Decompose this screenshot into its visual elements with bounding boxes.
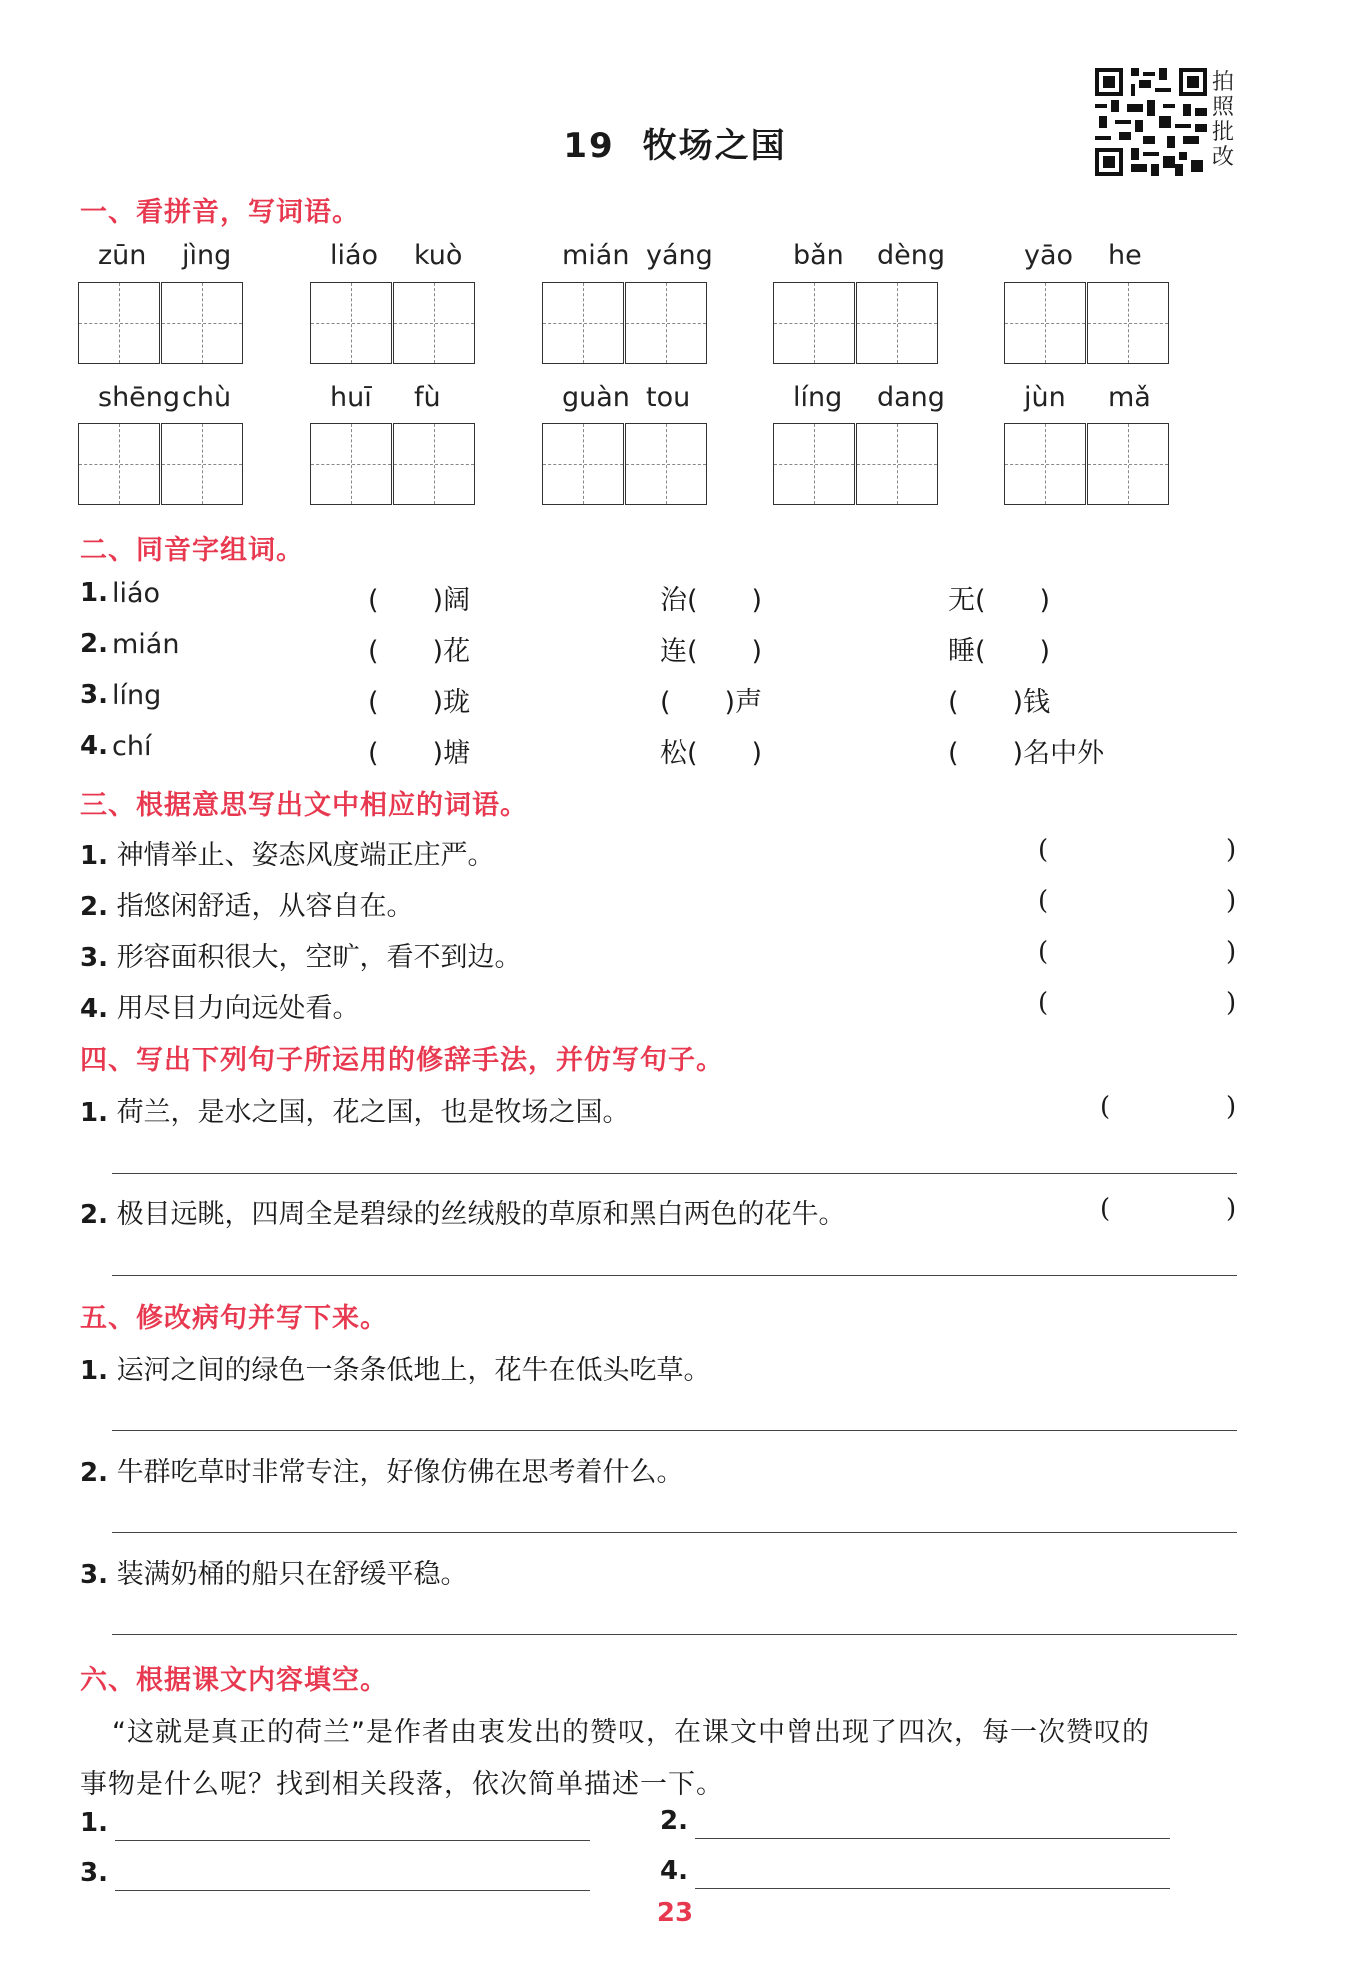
sentence-item-2: 2. 牛群吃草时非常专注，好像仿佛在思考着什么。 [80, 1457, 684, 1488]
rhetoric-item-2: 2. 极目远眺，四周全是碧绿的丝绒般的草原和黑白两色的花牛。 [80, 1199, 846, 1230]
writing-grid-box[interactable] [393, 423, 475, 505]
word-blank: 连( ) [660, 636, 763, 667]
answer-line[interactable] [112, 1275, 1237, 1276]
section-heading-4: 四、写出下列句子所运用的修辞手法，并仿写句子。 [80, 1045, 724, 1076]
word-blank: ( )名中外 [948, 738, 1105, 769]
qr-label: 拍 照 批 改 [1212, 70, 1235, 170]
writing-grid-box[interactable] [542, 423, 624, 505]
definition-item [80, 884, 414, 923]
rhetoric-item-1: 1. 荷兰，是水之国，花之国，也是牧场之国。 [80, 1097, 630, 1128]
pinyin-syllable: dang [877, 382, 945, 413]
pinyin-syllable: he [1108, 240, 1142, 271]
pinyin-syllable: mián [562, 240, 630, 271]
writing-grid-box[interactable] [625, 423, 707, 505]
blank-label-2: 2. [660, 1806, 688, 1836]
section-heading-2: 二、同音字组词。 [80, 535, 304, 566]
writing-grid-box[interactable] [161, 282, 243, 364]
writing-grid-box[interactable] [542, 282, 624, 364]
section-heading-3: 三、根据意思写出文中相应的词语。 [80, 790, 528, 821]
item-number: 2. [80, 629, 108, 659]
word-blank: 无( ) [948, 585, 1051, 616]
writing-grid-box[interactable] [856, 423, 938, 505]
sentence-item-1: 1. 运河之间的绿色一条条低地上，花牛在低头吃草。 [80, 1355, 711, 1386]
answer-paren-close: ) [1226, 886, 1237, 916]
answer-paren-open[interactable]: ( [1038, 937, 1049, 967]
pinyin-syllable: jìng [182, 240, 232, 271]
answer-paren-open[interactable]: ( [1038, 886, 1049, 916]
writing-grid-box[interactable] [773, 423, 855, 505]
pinyin-syllable: liáo [330, 240, 379, 271]
answer-paren-close: ) [1226, 1092, 1237, 1122]
definition-item [80, 935, 522, 974]
blank-label-4: 4. [660, 1856, 688, 1886]
definition-item [80, 833, 495, 872]
answer-line[interactable] [112, 1173, 1237, 1174]
qr-code-icon[interactable] [1095, 68, 1207, 176]
answer-paren-close: ) [1226, 1194, 1237, 1224]
blank-label-3: 3. [80, 1858, 108, 1888]
word-blank: ( )声 [660, 687, 763, 718]
word-blank: ( )阔 [368, 585, 471, 616]
word-blank: ( )钱 [948, 687, 1051, 718]
answer-line[interactable] [115, 1890, 590, 1891]
paragraph-line-1: “这就是真正的荷兰”是作者由衷发出的赞叹，在课文中曾出现了四次，每一次赞叹的 [112, 1717, 1150, 1748]
section-heading-6: 六、根据课文内容填空。 [80, 1665, 388, 1696]
pinyin-syllable: jùn [1024, 382, 1066, 413]
item-text: 指悠闲舒适，从容自在。 [116, 891, 414, 922]
item-number: 4. [80, 994, 108, 1024]
answer-line[interactable] [112, 1430, 1237, 1431]
writing-grid-box[interactable] [78, 423, 160, 505]
answer-paren-open[interactable]: ( [1038, 835, 1049, 865]
item-number: 3. [80, 943, 108, 973]
writing-grid-box[interactable] [78, 282, 160, 364]
writing-grid-box[interactable] [856, 282, 938, 364]
item-text: 用尽目力向远处看。 [116, 993, 360, 1024]
writing-grid-box[interactable] [1087, 423, 1169, 505]
answer-line[interactable] [695, 1838, 1170, 1839]
pinyin-syllable: huī [330, 382, 372, 413]
item-pinyin: chí [112, 731, 152, 762]
item-text: 形容面积很大，空旷，看不到边。 [116, 942, 522, 973]
pinyin-syllable: shēng [98, 382, 181, 413]
pinyin-syllable: yāo [1024, 240, 1074, 271]
answer-line[interactable] [112, 1532, 1237, 1533]
writing-grid-box[interactable] [1004, 423, 1086, 505]
pinyin-syllable: chù [182, 382, 232, 413]
item-pinyin: mián [112, 629, 180, 660]
pinyin-syllable: guàn [562, 382, 630, 413]
answer-line[interactable] [695, 1888, 1170, 1889]
word-blank: ( )塘 [368, 738, 471, 769]
pinyin-syllable: tou [646, 382, 691, 413]
pinyin-syllable: fù [414, 382, 441, 413]
answer-paren-close: ) [1226, 835, 1237, 865]
word-blank: ( )珑 [368, 687, 471, 718]
word-blank: 松( ) [660, 738, 763, 769]
lesson-title: 牧场之国 [642, 126, 787, 166]
pinyin-syllable: líng [793, 382, 843, 413]
writing-grid-box[interactable] [1004, 282, 1086, 364]
writing-grid-box[interactable] [310, 423, 392, 505]
answer-paren-close: ) [1226, 937, 1237, 967]
lesson-number: 19 [563, 126, 615, 166]
answer-paren-close: ) [1226, 988, 1237, 1018]
answer-paren-open[interactable]: ( [1100, 1092, 1111, 1122]
writing-grid-box[interactable] [310, 282, 392, 364]
word-blank: 睡( ) [948, 636, 1051, 667]
writing-grid-box[interactable] [161, 423, 243, 505]
writing-grid-box[interactable] [393, 282, 475, 364]
item-pinyin: líng [112, 680, 162, 711]
item-text: 神情举止、姿态风度端正庄严。 [116, 840, 495, 871]
writing-grid-box[interactable] [773, 282, 855, 364]
answer-paren-open[interactable]: ( [1038, 988, 1049, 1018]
item-number: 4. [80, 731, 108, 761]
definition-item [80, 986, 360, 1025]
blank-label-1: 1. [80, 1808, 108, 1838]
writing-grid-box[interactable] [625, 282, 707, 364]
item-number: 1. [80, 578, 108, 608]
page-number: 23 [656, 1898, 694, 1928]
item-number: 2. [80, 892, 108, 922]
sentence-item-3: 3. 装满奶桶的船只在舒缓平稳。 [80, 1559, 468, 1590]
pinyin-syllable: bǎn [793, 240, 844, 271]
item-pinyin: liáo [112, 578, 161, 609]
section-heading-1: 一、看拼音，写词语。 [80, 197, 360, 228]
pinyin-syllable: dèng [877, 240, 946, 271]
pinyin-syllable: mǎ [1108, 382, 1151, 413]
word-blank: ( )花 [368, 636, 471, 667]
pinyin-syllable: yáng [646, 240, 713, 271]
answer-line[interactable] [115, 1840, 590, 1841]
paragraph-line-2: 事物是什么呢？找到相关段落，依次简单描述一下。 [80, 1769, 724, 1800]
writing-grid-box[interactable] [1087, 282, 1169, 364]
answer-line[interactable] [112, 1634, 1237, 1635]
pinyin-syllable: zūn [98, 240, 147, 271]
section-heading-5: 五、修改病句并写下来。 [80, 1303, 388, 1334]
word-blank: 治( ) [660, 585, 763, 616]
item-number: 1. [80, 841, 108, 871]
answer-paren-open[interactable]: ( [1100, 1194, 1111, 1224]
item-number: 3. [80, 680, 108, 710]
pinyin-syllable: kuò [414, 240, 463, 271]
